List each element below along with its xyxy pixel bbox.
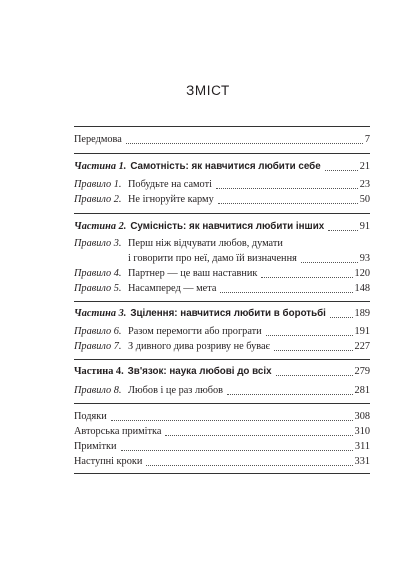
part-title: Сумісність: як навчитися любити інших <box>130 221 325 232</box>
entry-text: Авторська примітка <box>74 426 162 437</box>
entry-text: Побудьте на самоті <box>128 179 212 190</box>
page-number: 191 <box>354 326 370 337</box>
dot-leader <box>220 292 352 293</box>
part-label: Частина 1. <box>74 161 127 172</box>
dot-leader <box>328 230 358 231</box>
divider <box>74 359 370 360</box>
toc-entry-part-1[interactable] <box>74 160 370 173</box>
rule-label: Правило 3. <box>74 238 122 249</box>
entry-text: Партнер — це ваш наставник <box>128 268 258 279</box>
toc-entry-rule-6[interactable] <box>74 325 370 338</box>
rule-label: Правило 7. <box>74 341 122 352</box>
toc-entry-next-steps[interactable] <box>74 455 370 468</box>
dot-leader <box>301 262 358 263</box>
page-number: 148 <box>354 283 370 294</box>
rule-label: Правило 2. <box>74 194 122 205</box>
page-number: 279 <box>354 366 370 377</box>
page-number: 120 <box>354 268 370 279</box>
divider <box>74 403 370 404</box>
dot-leader <box>325 170 358 171</box>
toc-entry-part-4[interactable] <box>74 365 370 378</box>
entry-text: Насамперед — мета <box>128 283 217 294</box>
divider <box>74 213 370 214</box>
entry-text: Не ігноруйте карму <box>128 194 214 205</box>
entry-text: і говорити про неї, дамо їй визначення <box>128 253 297 264</box>
page-number: 227 <box>354 341 370 352</box>
divider <box>74 301 370 302</box>
dot-leader <box>330 317 353 318</box>
rule-label: Правило 4. <box>74 268 122 279</box>
toc-entry-rule-5[interactable] <box>74 282 370 295</box>
toc-entry-rule-3[interactable] <box>74 252 370 265</box>
entry-text: Примітки <box>74 441 117 452</box>
toc-entry-rule-8[interactable] <box>74 384 370 397</box>
toc-entry-acknowledgements[interactable] <box>74 410 370 423</box>
page-number: 93 <box>359 253 370 264</box>
rule-label: Правило 6. <box>74 326 122 337</box>
dot-leader <box>111 420 353 421</box>
page-number: 331 <box>354 456 370 467</box>
toc-entry-intro[interactable] <box>74 133 370 146</box>
dot-leader <box>121 450 353 451</box>
toc-entry-notes[interactable] <box>74 440 370 453</box>
page-number: 23 <box>359 179 370 190</box>
dot-leader <box>276 375 353 376</box>
divider <box>74 126 370 127</box>
page-number: 189 <box>354 308 370 319</box>
entry-text: Подяки <box>74 411 107 422</box>
page-number: 308 <box>354 411 370 422</box>
page-number: 7 <box>364 134 370 145</box>
dot-leader <box>126 143 363 144</box>
divider <box>74 153 370 154</box>
page-number: 50 <box>359 194 370 205</box>
entry-text: З дивного дива розриву не буває <box>128 341 270 352</box>
page-title: ЗМІСТ <box>186 83 230 98</box>
toc-entry-rule-2[interactable] <box>74 193 370 206</box>
part-title: Зв'язок: наука любові до всіх <box>127 366 272 377</box>
page-number: 311 <box>354 441 370 452</box>
toc-entry-rule-4[interactable] <box>74 267 370 280</box>
dot-leader <box>227 394 353 395</box>
page-number: 21 <box>359 161 370 172</box>
toc-entry-author-note[interactable] <box>74 425 370 438</box>
dot-leader <box>274 350 353 351</box>
toc-entry-part-2[interactable] <box>74 220 370 233</box>
table-of-contents <box>74 0 370 582</box>
divider <box>74 473 370 474</box>
rule-label: Правило 8. <box>74 385 122 396</box>
dot-leader <box>218 203 358 204</box>
dot-leader <box>261 277 352 278</box>
toc-entry-rule-7[interactable] <box>74 340 370 353</box>
part-title: Самотність: як навчитися любити себе <box>130 161 321 172</box>
toc-entry-rule-1[interactable] <box>74 178 370 191</box>
part-label: Частина 4. <box>74 366 124 377</box>
rule-3-first-line: Перш ніж відчувати любов, думати <box>128 238 283 249</box>
part-label: Частина 2. <box>74 221 127 232</box>
page-number: 310 <box>354 426 370 437</box>
toc-entry-part-3[interactable] <box>74 307 370 320</box>
rule-label: Правило 1. <box>74 179 122 190</box>
entry-text: Разом перемогти або програти <box>128 326 262 337</box>
dot-leader <box>266 335 353 336</box>
entry-text: Наступні кроки <box>74 456 143 467</box>
dot-leader <box>216 188 358 189</box>
rule-label: Правило 5. <box>74 283 122 294</box>
part-label: Частина 3. <box>74 308 127 319</box>
dot-leader <box>165 435 352 436</box>
page-number: 281 <box>354 385 370 396</box>
entry-text: Передмова <box>74 134 122 145</box>
dot-leader <box>146 465 352 466</box>
entry-text: Любов і це раз любов <box>128 385 224 396</box>
part-title: Зцілення: навчитися любити в боротьбі <box>130 308 326 319</box>
page-number: 91 <box>359 221 370 232</box>
